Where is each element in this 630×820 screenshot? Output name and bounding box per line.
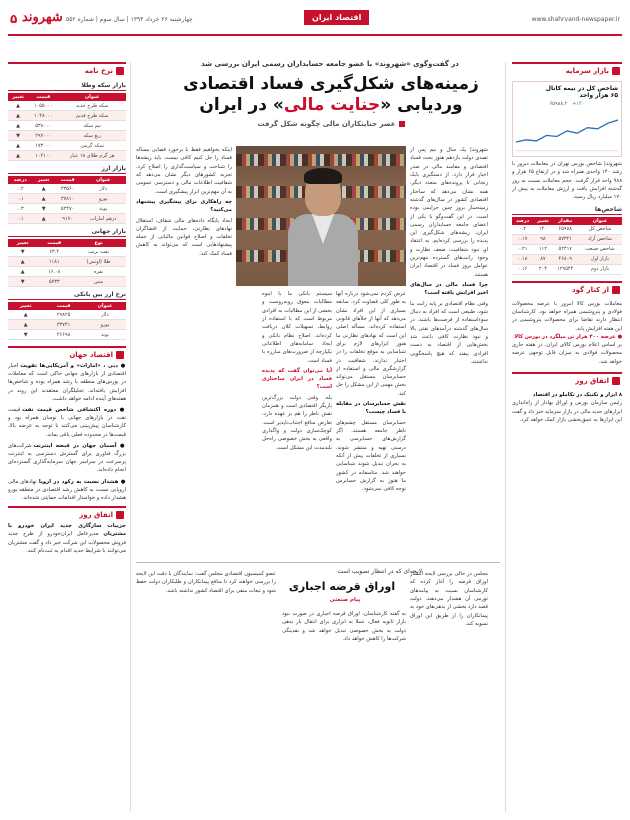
list-item — [8, 478, 126, 503]
stock-section-head — [512, 62, 622, 78]
article-paragraph: شهروند| یک سال و نیم پس از تصدی دولت یازدهم هنوز بحث فساد اقتصادی و مفاسد مالی در صدر اخبار قرار دارد. از دستگیری بابک زنجانی تا پرونده‌های متعدد دیگر، همه نشان می‌دهد که ساختار اقتصادی کشور در سال‌های گذشته زمینه‌ساز بروز چنین جرایمی بوده است. در این گفت‌وگو با یکی از اعضای جامعه حسابداران رسمی ایران، ریشه‌های شکل‌گیری این پدیده را بررسی کرده‌ایم. به اعتقاد او، نبود شفافیت، ضعف نظارت و وجود رانت‌های گسترده مهم‌ترین عوامل بروز فساد در اقتصاد ایران هستند. — [410, 147, 488, 278]
news-item — [8, 522, 126, 555]
lower-column-3 — [136, 570, 276, 810]
cell: ۵۷۳۳ — [37, 277, 71, 287]
item-body: قیمت نفت در بازارهای جهانی با نوسان همراه بود و کارشناسان پیش‌بینی می‌کنند با توجه به عرضه بالا، قیمت‌ها در محدوده فعلی باقی بماند. — [8, 407, 126, 438]
cell: نقره — [71, 267, 126, 277]
interviewee-photo — [236, 146, 406, 286]
cell: ۰.۱۶ — [512, 264, 533, 274]
headline-part: » در ایران — [199, 95, 284, 115]
section-divider — [136, 562, 500, 563]
world-header-cell: تغییر — [8, 239, 37, 247]
coin-header-cell: تغییر — [8, 93, 28, 101]
globe-icon — [116, 351, 124, 359]
list-item — [8, 406, 126, 439]
article-subline: عصر جنایتکاران مالی چگونه شکل گرفت — [178, 120, 484, 128]
cell: ۵۳۸۰۰۰ — [28, 121, 58, 131]
news-icon — [116, 511, 124, 519]
lower-article-kicker: لایحه‌ای که در انتظار تصویب است — [337, 568, 422, 575]
world-table-header — [8, 239, 126, 247]
stock-text: شهروند| شاخص بورس تهران در معاملات دیروز با رشد ۱۴۰ واحدی همراه شد و در ارتفاع ۶۵ هزار و ۹۸۸ واحد قرار گرفت. حجم معاملات نسبت به روز گذشته افزایش یافت و ارزش معاملات به بیش از ۱۷۰ میلیارد ریال رسید. — [512, 161, 622, 201]
cell: ۱۲۹۵۴۴ — [553, 264, 578, 274]
cell: ۹۱۷۰ — [55, 214, 81, 224]
bookshelf — [236, 154, 406, 166]
article-paragraph: عرض کردم نمی‌شود درباره آنها به طور کلی قضاوت کرد. سابقه بسیاری از این افراد نشان می‌دهد که آنها از خلأهای قانونی استفاده کرده‌اند. مسأله اصلی این است که نهادهای نظارتی ما هنوز ابزارهای لازم برای شناسایی به موقع تخلفات را در اختیار ندارند. شفافیت در گزارشگری مالی و استفاده از حسابرسان مستقل می‌تواند بخش مهمی از این مشکل را حل کند. — [336, 291, 406, 397]
corridor-paragraph: معاملات بورس کالا امروز با عرضه محصولات فولادی و پتروشیمی همراه خواهد بود. کارشناسان انتظار دارند تقاضا برای محصولات پتروشیمی در این هفته افزایش یابد. — [512, 300, 622, 332]
cell: ۳۳۷۴۱ — [43, 320, 84, 330]
cell: ۵۲۴۱۷ — [553, 244, 578, 254]
indices-header-cell: مقدار — [553, 217, 578, 225]
article-question: چرا فساد مالی در سال‌های اخیر افزایش یافته است؟ — [410, 282, 488, 297]
news-block — [8, 522, 126, 555]
news-body: مدیرعامل ایران‌خودرو از طرح جدید فروش محصولات این شرکت خبر داد و گفت مشتریان می‌توانند با شرایط جدید اقدام به ثبت‌نام کنند. — [8, 531, 126, 554]
cell: یورو — [80, 194, 126, 204]
lower-article-title: اوراق قرضه اجباری — [288, 580, 396, 593]
world-econ-list — [8, 362, 126, 502]
news-section-head — [8, 506, 126, 522]
cell: ۱۶.۰۸ — [37, 267, 71, 277]
trend-icon: ▲ — [8, 267, 37, 277]
corridor-icon — [612, 286, 620, 294]
indices-table-header — [512, 217, 622, 225]
world-table-title: بازار جهانی — [8, 228, 126, 237]
table-row — [8, 101, 126, 111]
corridor-title: از کنار گود — [572, 285, 609, 294]
column-divider — [130, 62, 131, 812]
lower-paragraph: عضو کمیسیون اقتصادی مجلس گفت: نمایندگان با دقت این لایحه را بررسی خواهند کرد تا منافع پیمانکاران و طلبکاران دولت حفظ شود و تبعات منفی برای اقتصاد کشور نداشته باشد. — [136, 571, 276, 594]
table-row — [8, 247, 126, 257]
daily-block — [512, 391, 622, 424]
world-header-cell: قیمت — [37, 239, 71, 247]
coin-table-header — [8, 93, 126, 101]
coin-table — [8, 93, 126, 161]
lower-paragraph: به گفته کارشناسان، اوراق قرضه اجباری در صورت نبود بازار ثانویه فعال، عملا به ابزاری برای انتقال بار بدهی دولت به بخش خصوصی تبدیل خواهد شد و نقدینگی شرکت‌ها را کاهش خواهد داد. — [282, 611, 406, 642]
coin-header-cell: قیمت — [28, 93, 58, 101]
cell: ۱۴۰ — [533, 225, 552, 235]
stock-index-box — [512, 81, 622, 157]
table-row — [8, 204, 126, 214]
stock-head-1: شاخص کل در نیمه کانال — [545, 85, 618, 92]
date-line: چهارشنبه ۲۶ خرداد ۱۳۹۴ | سال سوم | شماره ۵۵۲ — [66, 16, 193, 23]
corridor-subhead: ● عرضه ۴۰۰ هزار تن میلگرد در بورس کالا — [514, 333, 622, 340]
cell: ۱۰۵۵۰۰۰ — [28, 101, 58, 111]
item-body: نهادهای مالی اروپایی نسبت به کاهش رشد اقتصادی در منطقه یورو هشدار داده و خواستار اقدامات حمایتی شده‌اند. — [8, 478, 126, 502]
cell: ۰.۱ — [8, 214, 32, 224]
cell: ۶۵۹۸۸ — [553, 225, 578, 235]
item-head: ● آسمان جهان در قبضه اینترنت — [33, 442, 126, 449]
fx-header-cell: قیمت — [43, 302, 84, 310]
cell: ۱۰۴۸۰۰۰ — [28, 111, 58, 121]
world-table — [8, 239, 126, 287]
cell: سکه طرح قدیم — [58, 111, 126, 121]
coin-header-cell: عنوان — [58, 93, 126, 101]
trend-icon: ▲ — [8, 141, 28, 151]
table-row — [512, 244, 622, 254]
article-column-1 — [410, 146, 488, 546]
table-row — [8, 184, 126, 194]
market-header-cell: قیمت — [55, 176, 81, 184]
cell: ۰.۲ — [8, 184, 32, 194]
cell: ۳۳۵۶۰ — [55, 184, 81, 194]
article-column-2 — [336, 290, 406, 560]
cell: ۱۱۲ — [533, 244, 552, 254]
table-row — [8, 310, 126, 320]
daily-title: اتفاق روز — [575, 377, 609, 386]
cell: هر گرم طلای ۱۸ عیار — [58, 151, 126, 161]
left-sidebar — [8, 62, 126, 812]
fx-table-title: نرخ ارز بین بانکی — [8, 291, 126, 300]
portrait-hair — [304, 168, 342, 184]
article-question: آیا می‌توان گفت که پدیده فساد در ایران ساختاری است؟ — [262, 367, 332, 391]
cell: پوند — [84, 330, 126, 340]
column-divider — [505, 62, 506, 812]
trend-icon: ▼ — [8, 330, 43, 340]
cell: ۵۷۳۲۱ — [553, 234, 578, 244]
trend-icon: ▲ — [32, 194, 54, 204]
cell: ۱۱۸۱ — [37, 257, 71, 267]
cell: مس — [71, 277, 126, 287]
daily-icon — [612, 377, 620, 385]
cell: ربع سکه — [58, 131, 126, 141]
lower-column-2 — [282, 610, 406, 810]
cell: سکه گرمی — [58, 141, 126, 151]
market-table-title: بازار ارز — [8, 165, 126, 174]
article-paragraph: بله، وقتی دولت بزرگ‌ترین بازیگر اقتصادی است و همزمان نقش ناظر را هم بر عهده دارد، تعارض منافع اجتناب‌ناپذیر است. کوچک‌سازی دولت و واگذاری واقعی به بخش خصوصی راه‌حل بلندمدت این مشکل است. — [262, 394, 332, 451]
table-row — [512, 254, 622, 264]
cell: ۴۶۶۹۸ — [43, 330, 84, 340]
cell: دلار — [80, 184, 126, 194]
cell: سکه طرح جدید — [58, 101, 126, 111]
stock-index-values — [516, 101, 618, 107]
news-head: جزییات سازگاری جدید ایران خودرو با مشتریان — [8, 523, 127, 538]
cell: نفت برنت — [71, 247, 126, 257]
stock-sparkline — [516, 109, 618, 153]
corridor-paragraph: بر اساس اعلام بورس کالای ایران، در هفته جاری محصولات فولادی به میزان قابل توجهی عرضه خواهد شد. — [512, 342, 622, 365]
trend-icon: ▼ — [8, 131, 28, 141]
rates-section-head — [8, 62, 126, 78]
trend-icon: ▲ — [32, 184, 54, 194]
section-label: اقتصاد ایران — [304, 10, 369, 25]
cell: ۰.۱۷ — [512, 234, 533, 244]
cell: ۰.۱۸ — [512, 254, 533, 264]
website-url: www.shahrvand-newspaper.ir — [531, 16, 620, 23]
table-row — [8, 267, 126, 277]
cell: ۰.۳ — [8, 204, 32, 214]
table-row — [8, 131, 126, 141]
coin-table-title: بازار سکه وطلا — [8, 82, 126, 91]
market-header-cell: درصد — [8, 176, 32, 184]
item-head: ● هشدار نسبت به رکود در اروپا — [38, 478, 126, 485]
trend-icon: ▼ — [32, 204, 54, 214]
trend-icon: ▲ — [8, 121, 28, 131]
trend-icon: ▲ — [8, 111, 28, 121]
article-paragraph: سیستم بانکی ما با انبوه مطالبات معوق روبه‌روست و بخشی از این مطالبات به افرادی مربوط است که با استفاده از روابط، تسهیلات کلان دریافت کرده‌اند. اصلاح نظام بانکی و ایجاد سامانه‌های اطلاعاتی یکپارچه از ضرورت‌های مبارزه با فساد است. — [262, 291, 332, 364]
trend-icon: ▲ — [8, 320, 43, 330]
fx-header-cell: عنوان — [84, 302, 126, 310]
market-header-cell: عنوان — [80, 176, 126, 184]
article-column-3 — [262, 290, 332, 560]
table-row — [8, 320, 126, 330]
news-title: اتفاق روز — [79, 511, 113, 520]
indices-table — [512, 217, 622, 275]
corridor-block — [512, 300, 622, 367]
cell: بازار دوم — [578, 264, 622, 274]
market-table — [8, 176, 126, 224]
headline-part: وردیابی « — [380, 95, 463, 115]
indices-title: شاخص‌ها — [512, 206, 622, 215]
lower-article-byline: پیام صنعتی — [329, 597, 361, 603]
rates-icon — [116, 67, 124, 75]
headline-highlight: جنایت مالی — [283, 95, 381, 115]
table-row — [8, 214, 126, 224]
cell: ۰.۱ — [8, 194, 32, 204]
trend-icon: ▲ — [8, 310, 43, 320]
article-paragraph: حسابرسان مستقل چشم‌های ناظر جامعه هستند. اگر گزارش‌های حسابرسی به درستی تهیه و منتشر شوند، بسیاری از تخلفات پیش از آنکه به بحران تبدیل شوند شناسایی خواهند شد. متاسفانه در کشور ما هنوز به گزارش حسابرس توجه کافی نمی‌شود. — [336, 419, 406, 493]
cell: ۸۷ — [533, 254, 552, 264]
fx-table — [8, 302, 126, 340]
cell: ۲۹۸۲۵ — [43, 310, 84, 320]
article-paragraph: وقتی نظام اقتصادی بر پایه رانت بنا شود، طبیعی است که افراد به دنبال سوءاستفاده از فرصت‌ها باشند. در سال‌های گذشته درآمدهای نفتی بالا و نبود نظارت کافی باعث شد بخش‌هایی از اقتصاد به دست افرادی بیفتد که هیچ پاسخگویی نداشتند. — [410, 300, 488, 365]
cell: ۹۸ — [533, 234, 552, 244]
table-row — [512, 234, 622, 244]
table-row — [8, 257, 126, 267]
table-row — [8, 121, 126, 131]
sparkline-series — [516, 120, 618, 142]
indices-header-cell: درصد — [512, 217, 533, 225]
list-item — [8, 442, 126, 475]
cell: شاخص آزاد — [578, 234, 622, 244]
trend-icon: ▲ — [8, 101, 28, 111]
page-number: ۵ — [10, 12, 18, 26]
portrait-person — [288, 168, 358, 286]
right-sidebar — [512, 62, 622, 812]
table-row — [512, 225, 622, 235]
stock-title: بازار سرمایه — [565, 67, 609, 75]
fx-header-cell: تغییر — [8, 302, 43, 310]
trend-icon: ▼ — [8, 247, 37, 257]
article-kicker: در گفت‌وگوی «شهروند» با عضو جامعه حسابداران رسمی ایران بررسی شد — [201, 60, 459, 68]
stock-index: ۶۵۹۸۸.۲ — [549, 101, 568, 107]
cell: شاخص صنعت — [578, 244, 622, 254]
lower-column-1 — [410, 570, 488, 810]
lower-paragraph: مجلس در حالی بررسی لایحه انتشار اوراق قرضه را آغاز کرده که کارشناسان نسبت به پیامدهای تورمی آن هشدار می‌دهند. دولت قصد دارد بخشی از بدهی‌های خود به پیمانکاران را از طریق این اوراق تسویه کند. — [410, 571, 488, 627]
cell: پوند — [80, 204, 126, 214]
item-body: شرکت‌های بزرگ فناوری برای گسترش دسترسی به اینترنت پرسرعت در سراسر جهان سرمایه‌گذاری گسترده‌ای انجام داده‌اند. — [8, 442, 126, 474]
article-question: چه راهکاری برای پیشگیری پیشنهاد می‌کنید؟ — [136, 198, 232, 214]
article-headline — [178, 74, 484, 116]
cell: ۰.۲۱ — [512, 244, 533, 254]
table-row — [8, 111, 126, 121]
cell: شاخص کل — [578, 225, 622, 235]
article-question: نقش حسابرسان در مقابله با فساد چیست؟ — [336, 401, 406, 416]
cell: ۶۳.۴ — [37, 247, 71, 257]
table-row — [512, 264, 622, 274]
cell: ۲۰۳ — [533, 264, 552, 274]
table-row — [8, 277, 126, 287]
headline-line-2 — [178, 95, 484, 116]
world-header-cell: نوع — [71, 239, 126, 247]
cell: ۰.۲ — [512, 225, 533, 235]
trend-icon: ▼ — [8, 277, 37, 287]
trend-icon: ▲ — [32, 214, 54, 224]
page-header — [8, 6, 622, 36]
table-row — [8, 151, 126, 161]
world-econ-section-head — [8, 346, 126, 362]
trend-icon: ▲ — [8, 257, 37, 267]
trend-icon: ▲ — [8, 151, 28, 161]
cell: ۱۰۲۱۰۰ — [28, 151, 58, 161]
corridor-section-head — [512, 281, 622, 297]
table-row — [8, 141, 126, 151]
market-header-cell: تغییر — [32, 176, 54, 184]
indices-header-cell: تغییر — [533, 217, 552, 225]
table-row — [8, 194, 126, 204]
article-paragraph: اینکه بخواهیم فقط با برخورد قضایی مسأله فساد را حل کنیم کافی نیست. باید ریشه‌ها را شناخت و سیاست‌گذاری را اصلاح کرد. تجربه کشورهای دیگر نشان می‌دهد که شفافیت اطلاعات مالی و دسترسی عمومی به آن مهم‌ترین ابزار پیشگیری است. — [136, 147, 232, 195]
article-column-4 — [136, 146, 232, 556]
cell: یورو — [84, 320, 126, 330]
item-body: اخبار اقتصادی از بازارهای جهانی حاکی است که معاملات در بورس‌های منطقه با رشد همراه بوده و شاخص‌ها افزایش یافته‌اند. تحلیلگران معتقدند این روند در هفته‌های آینده ادامه خواهد داشت. — [8, 363, 126, 402]
stock-change: +۱۴۰ — [572, 101, 585, 107]
chart-icon — [612, 67, 620, 75]
daily-section-head — [512, 372, 622, 388]
cell: ۲۹۷۰۰۰ — [28, 131, 58, 141]
daily-paragraph: رئیس سازمان بورس و اوراق بهادار از راه‌اندازی ابزارهای جدید مالی در بازار سرمایه خبر داد و گفت این ابزارها به عمق‌بخشی بازار کمک خواهد کرد. — [512, 400, 622, 423]
stock-head-2: ۶۵ هزار واحد — [579, 92, 618, 99]
indices-header-cell: عنوان — [578, 217, 622, 225]
table-row — [8, 330, 126, 340]
newspaper-logo: شهروند — [22, 10, 63, 25]
headline-line-1: زمینه‌های شکل‌گیری فساد اقتصادی — [183, 74, 479, 94]
cell: ۳۷۸۱۰ — [55, 194, 81, 204]
cell: درهم امارات — [80, 214, 126, 224]
fx-table-header — [8, 302, 126, 310]
daily-head: ۸ ابزار و تکنیک در تکاملو در اقتصاد — [532, 392, 622, 399]
cell: ۵۲۴۷۰ — [55, 204, 81, 214]
world-econ-title: اقتصاد جهان — [69, 351, 113, 359]
cell: ۴۶۸۰۹ — [553, 254, 578, 264]
cell: نیم سکه — [58, 121, 126, 131]
cell: ۱۷۳۰۰۰ — [28, 141, 58, 151]
article-paragraph: ایجاد پایگاه داده‌های مالی شفاف، استقلال نهادهای نظارتی، حمایت از افشاگران تخلفات و اصلاح قوانین مالیاتی از جمله پیشنهادهایی است که می‌تواند به کاهش فساد کمک کند. — [136, 217, 232, 257]
market-table-header — [8, 176, 126, 184]
item-head: ● دبی ، «امارات» و آمریکایی‌ها تقویت — [20, 363, 126, 369]
cell: بازار اول — [578, 254, 622, 264]
cell: طلا (اونس) — [71, 257, 126, 267]
item-head: ● دوره اکتشافی شاخص قیمت نفت — [22, 407, 126, 414]
rates-title: نرخ نامه — [84, 67, 113, 75]
cell: دلار — [84, 310, 126, 320]
list-item — [8, 362, 126, 403]
